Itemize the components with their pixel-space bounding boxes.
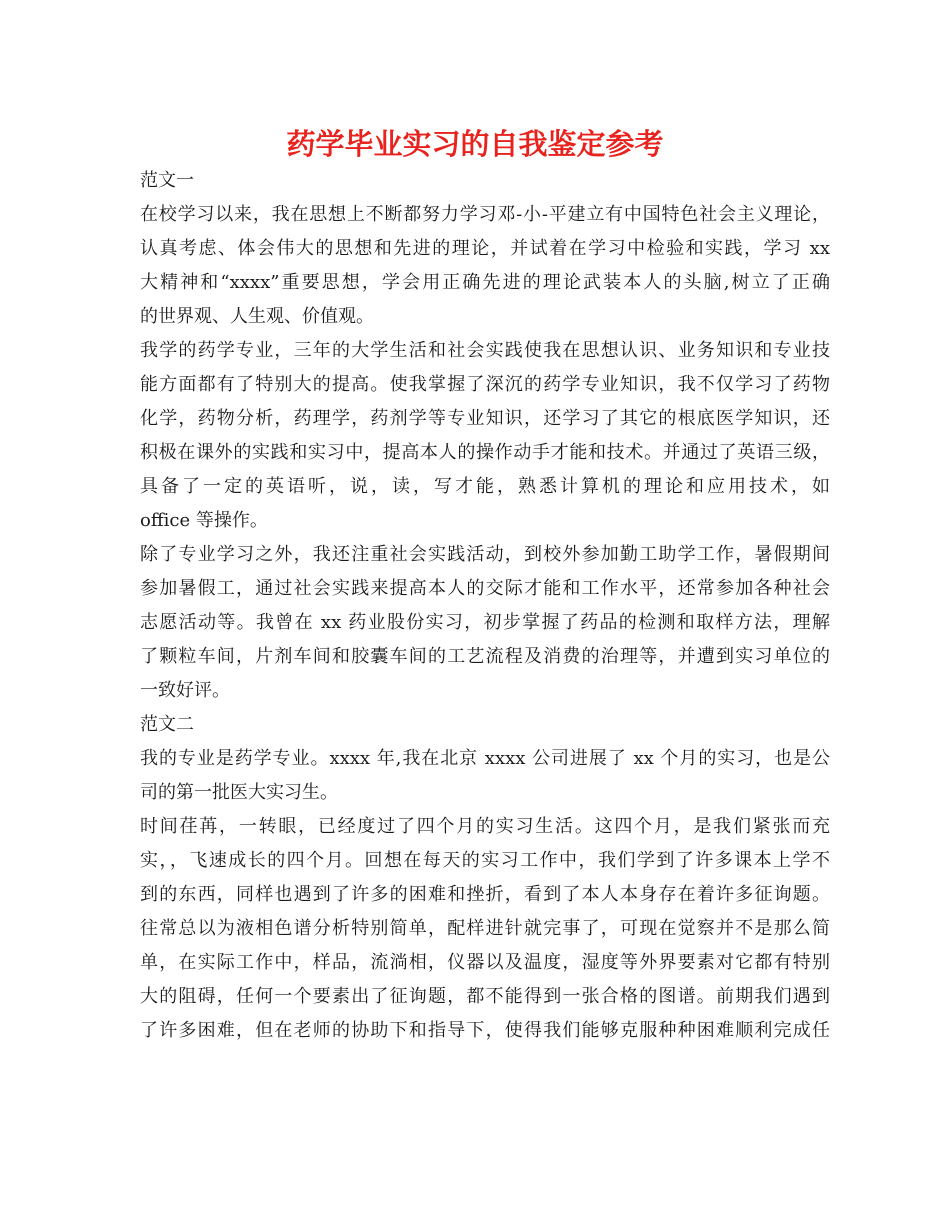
text-line: 往常总以为液相色谱分析特别简单，配样进针就完事了，可现在觉察并不是那么简: [140, 918, 830, 939]
text-line: 范文二: [140, 714, 194, 735]
text-line: 范文一: [140, 170, 194, 191]
text-line: 化学，药物分析，药理学，药剂学等专业知识，还学习了其它的根底医学知识，还: [140, 408, 830, 429]
document-body: [140, 164, 830, 1048]
text-line: 认真考虑、体会伟大的思想和先进的理论，并试着在学习中检验和实践，学习 xx: [140, 238, 830, 259]
text-line: 实，，飞速成长的四个月。回想在每天的实习工作中，我们学到了许多课本上学不: [140, 850, 830, 871]
text-line: 司的第一批医大实习生。: [140, 782, 338, 803]
text-line: 我学的药学专业，三年的大学生活和社会实践使我在思想认识、业务知识和专业技: [140, 340, 830, 361]
text-line: 我的专业是药学专业。xxxx 年,我在北京 xxxx 公司进展了 xx 个月的实习，也是公: [140, 748, 830, 769]
text-line: 除了专业学习之外，我还注重社会实践活动，到校外参加勤工助学工作，暑假期间: [140, 544, 830, 565]
text-line: 志愿活动等。我曾在 xx 药业股份实习，初步掌握了药品的检测和取样方法，理解: [140, 612, 830, 633]
text-line: office 等操作。: [140, 510, 268, 531]
text-line: 时间荏苒，一转眼，已经度过了四个月的实习生活。这四个月，是我们紧张而充: [140, 816, 830, 837]
text-line: 具备了一定的英语听，说，读，写才能，熟悉计算机的理论和应用技术，如: [140, 476, 830, 497]
text-line: 了颗粒车间，片剂车间和胶囊车间的工艺流程及消费的治理等，并遭到实习单位的: [140, 646, 830, 667]
text-line: 一致好评。: [140, 680, 230, 701]
text-line: 积极在课外的实践和实习中，提高本人的操作动手才能和技术。并通过了英语三级，: [140, 442, 830, 463]
text-line: 大精神和“xxxx”重要思想，学会用正确先进的理论武装本人的头脑,树立了正确: [140, 272, 830, 293]
text-line: 的世界观、人生观、价值观。: [140, 306, 374, 327]
text-line: 到的东西，同样也遇到了许多的困难和挫折，看到了本人本身存在着许多征询题。: [140, 884, 830, 905]
text-line: 参加暑假工，通过社会实践来提高本人的交际才能和工作水平，还常参加各种社会: [140, 578, 830, 599]
text-line: 能方面都有了特别大的提高。使我掌握了深沉的药学专业知识，我不仅学习了药物: [140, 374, 830, 395]
text-line: 大的阻碍，任何一个要素出了征询题，都不能得到一张合格的图谱。前期我们遇到: [140, 986, 830, 1007]
text-line: 了许多困难，但在老师的协助下和指导下，使得我们能够克服种种困难顺利完成任: [140, 1020, 830, 1041]
text-line: 在校学习以来，我在思想上不断都努力学习邓-小-平建立有中国特色社会主义理论，: [140, 204, 830, 225]
document-title: 药学毕业实习的自我鉴定参考: [286, 127, 664, 161]
text-line: 单，在实际工作中，样品，流淌相，仪器以及温度，湿度等外界要素对它都有特别: [140, 952, 830, 973]
